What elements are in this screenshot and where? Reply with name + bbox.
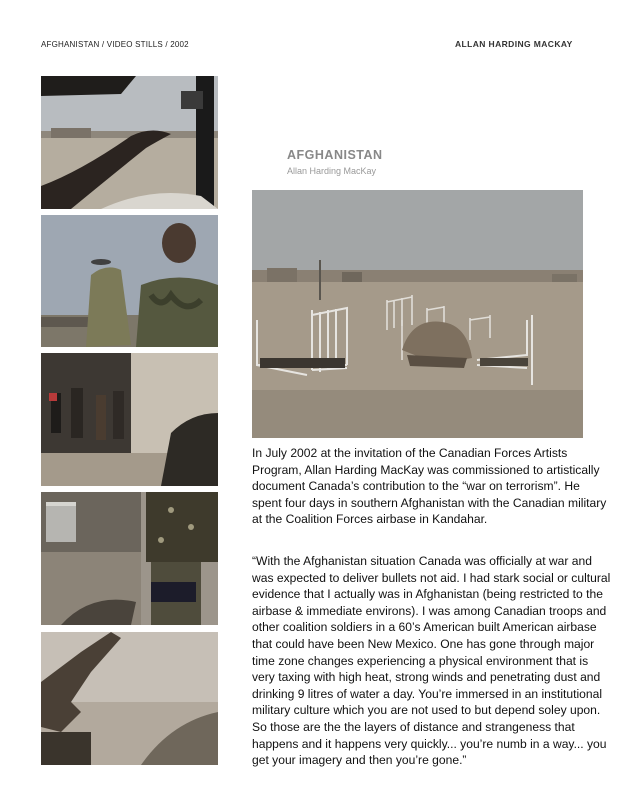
video-still-soldier-waving <box>41 215 218 347</box>
video-still-soldier-canister <box>41 492 218 625</box>
main-photo-bed-frames-desert <box>252 190 583 438</box>
article-paragraph-intro: In July 2002 at the invitation of the Canadian Forces Artists Program, Allan Harding MacKay was commissioned to artistically document Canada’s contribution to the “war on terrorism”. He spent four days in southern Afghanistan with the Canadian military at the Coalition Forces airbase in Kandahar. <box>252 446 607 527</box>
article-paragraph-quote: “With the Afghanistan situation Canada was officially at war and was expected to deliver bullets not aid. I had stark social or cultural evidence that I actually was in Afghanistan (being restricted to the airbase & immediate environs). I was among Canadian troops and other coalition soldiers in a 60’s American built American airbase that could have been New Mexico. One has gone through major time zone changes experiencing a physical environment that is very taxing with high heat, strong winds and penetrating dust and drinking 9 litres of water a day. You’re immersed in an institutional military culture which you are not used to but depend soley upon. So those are the the layers of distance and strangeness that happens and it happens very quickly... you’re numb in a way... you get your imagery and then you’re gone.” <box>252 554 611 768</box>
header-artist-name: ALLAN HARDING MACKAY <box>455 39 573 49</box>
video-still-artillery-haze <box>41 632 218 765</box>
article-title: AFGHANISTAN <box>287 148 383 162</box>
video-still-pointing-hand <box>41 76 218 209</box>
header-section-label: AFGHANISTAN / VIDEO STILLS / 2002 <box>41 40 189 49</box>
video-still-group-in-shade <box>41 353 218 486</box>
article-author: Allan Harding MacKay <box>287 166 377 176</box>
